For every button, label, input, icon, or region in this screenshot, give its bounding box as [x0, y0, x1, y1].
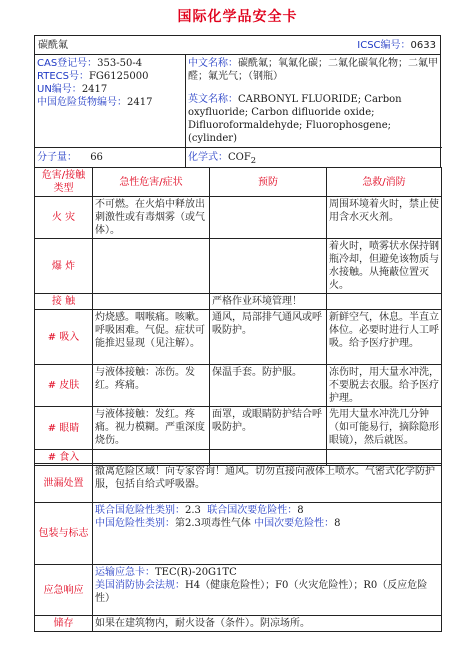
inhalation-acute: 灼烧感。咽喉痛。咳嗽。呼吸困难。气促。症状可能推迟显现（见注解）。: [93, 310, 210, 365]
table-row: [35, 294, 442, 310]
row-label-storage: 储存: [35, 616, 93, 632]
un-line: UN编号：2417: [37, 84, 108, 95]
table-row: [35, 239, 442, 294]
en-names: 英文名称：CARBONYL FLUORIDE; Carbon oxyfluoride; Carbon difluoride oxide; Difluoroformaldehyde; Fluorophosgene; (cylinder): [188, 94, 402, 144]
header-row: [35, 168, 442, 197]
divider: [185, 147, 442, 148]
exposure-prevention: 严格作业环境管理！: [210, 294, 327, 310]
names-column: [188, 57, 440, 145]
formula: 化学式：$COF_2$: [188, 152, 257, 165]
lower-table: [34, 463, 442, 632]
id-column: [37, 57, 183, 109]
table-row: [35, 616, 442, 632]
chemical-name: 碳酰氟: [38, 40, 68, 51]
eyes-prevention: 面罩，或眼睛防护结合呼吸防护。: [210, 407, 327, 450]
fire-acute: 不可燃。在火焰中释放出刺激性或有毒烟雾（或气体）。: [93, 197, 210, 239]
row-label-packaging: 包装与标志: [35, 503, 93, 565]
cn-names: 中文名称：碳酰氟；氧氟化碳；二氟化碳氧化物；二氟甲醛；氟光气；（钢瓶）: [188, 58, 438, 82]
exposure-acute: [93, 294, 210, 310]
inhalation-prevention: 通风，局部排气通风或呼吸防护。: [210, 310, 327, 365]
table-row: [35, 310, 442, 365]
header-acute: 急性危害/症状: [93, 168, 210, 197]
row-label-skin: # 皮肤: [35, 365, 93, 407]
table-row: [35, 407, 442, 450]
explosion-prevention: [210, 239, 327, 294]
header-firstaid: 急救/消防: [327, 168, 442, 197]
cas-line: CAS登记号：353-50-4: [37, 58, 143, 69]
table-row: [35, 197, 442, 239]
skin-firstaid: 冻伤时，用大量水冲洗，不要脱去衣服。给予医疗护理。: [327, 365, 442, 407]
table-row: [35, 565, 442, 616]
table-row: [35, 464, 442, 503]
table-row: [35, 365, 442, 407]
emergency-text: 运输应急卡：TEC(R)-20G1TC 美国消防协会法规：H4（健康危险性）；F0（火灾危险性）；R0（反应危险性）: [93, 565, 442, 616]
row-label-ingestion: # 食入: [35, 450, 93, 466]
rtecs-line: RTECS号：FG6125000: [37, 71, 149, 82]
icsc-number: ICSC编号：0633: [357, 40, 436, 51]
explosion-acute: [93, 239, 210, 294]
eyes-acute: 与液体接触：发红。疼痛。视力模糊。严重深度烧伤。: [93, 407, 210, 450]
molecular-weight: 分子量： 66: [37, 152, 103, 163]
divider: [185, 55, 186, 167]
row-label-fire: 火 灾: [35, 197, 93, 239]
card-title: 国际化学品安全卡: [177, 9, 298, 25]
identification-block: [34, 55, 441, 168]
header-prevention: 预防: [210, 168, 327, 197]
row-label-explosion: 爆 炸: [35, 239, 93, 294]
row-label-emergency: 应急响应: [35, 565, 93, 616]
explosion-firstaid: 着火时，喷雾状水保持钢瓶冷却，但避免该物质与水接触。从掩蔽位置灭火。: [327, 239, 442, 294]
inhalation-firstaid: 新鲜空气，休息。半直立体位。必要时进行人工呼吸。给予医疗护理。: [327, 310, 442, 365]
name-row: [34, 35, 441, 55]
row-label-spill: 泄漏处置: [35, 464, 93, 503]
header-type: 危害/接触类型: [35, 168, 93, 197]
fire-firstaid: 周围环境着火时，禁止使用含水灭火剂。: [327, 197, 442, 239]
skin-prevention: 保温手套。防护服。: [210, 365, 327, 407]
storage-text: 如果在建筑物内，耐火设备（条件）。阴凉场所。: [93, 616, 442, 632]
packaging-text: 联合国危险性类别：2.3 联合国次要危险性：8 中国危险性类别：第2.3项毒性气体 中国次要危险性：8: [93, 503, 442, 565]
row-label-eyes: # 眼睛: [35, 407, 93, 450]
row-label-exposure: 接 触: [35, 294, 93, 310]
divider: [35, 147, 185, 148]
exposure-firstaid: [327, 294, 442, 310]
fire-prevention: [210, 197, 327, 239]
skin-acute: 与液体接触：冻伤。发红。疼痛。: [93, 365, 210, 407]
table-row: [35, 503, 442, 565]
spill-text: 撤离危险区域！向专家咨询！通风。切勿直接向液体上喷水。气密式化学防护服，包括自给式呼吸器。: [93, 464, 442, 503]
eyes-firstaid: 先用大量水冲洗几分钟（如可能易行，摘除隐形眼镜），然后就医。: [327, 407, 442, 450]
cn-dg-line: 中国危险货物编号：2417: [37, 97, 153, 108]
hazard-table: [34, 167, 442, 466]
row-label-inhalation: # 吸入: [35, 310, 93, 365]
